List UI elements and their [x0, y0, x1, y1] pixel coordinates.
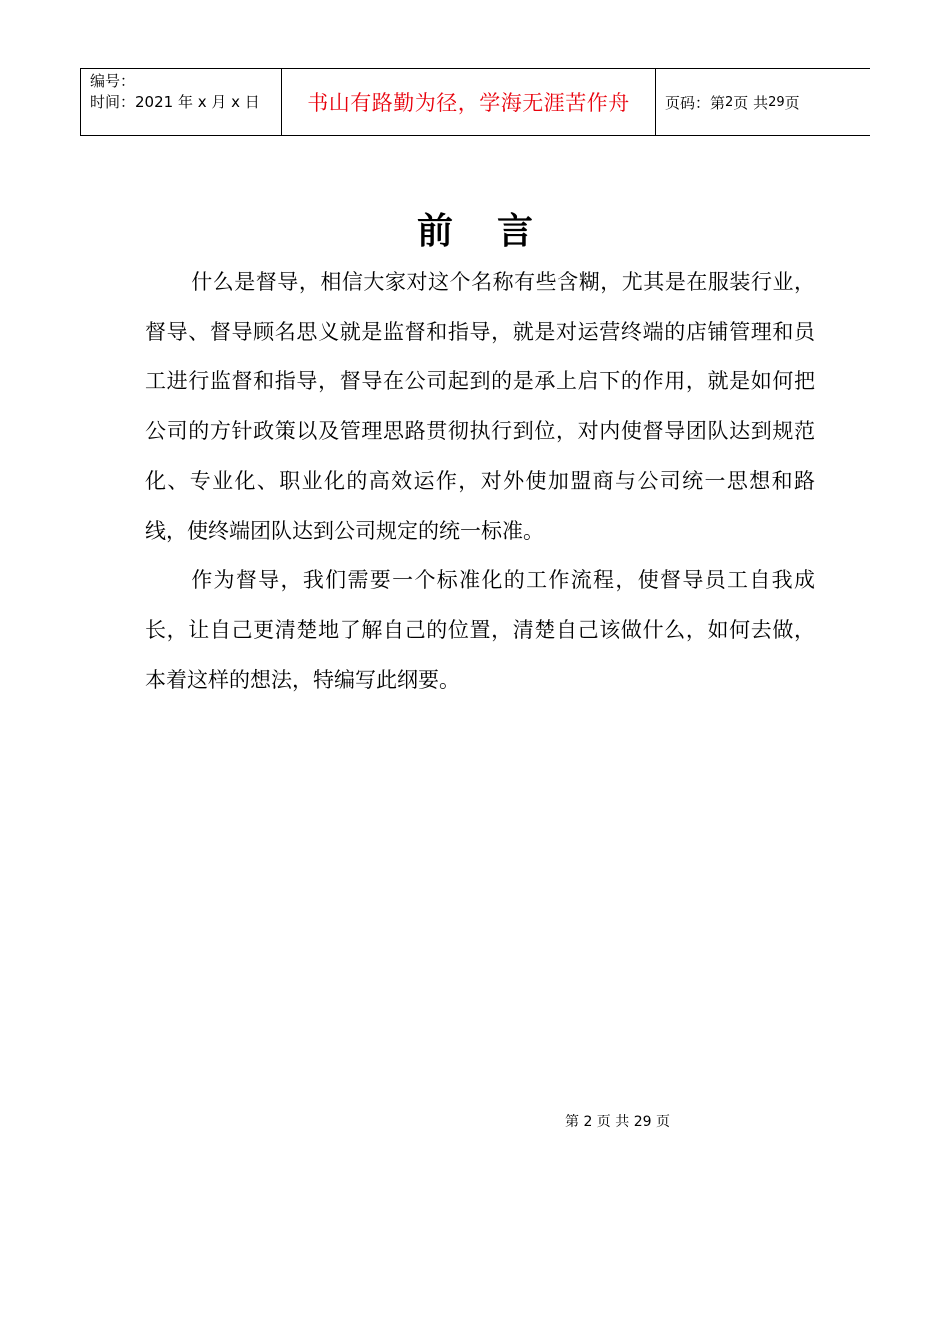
header-page-number: [656, 69, 870, 135]
document-header-table: [80, 68, 870, 136]
page-total: 29: [768, 94, 785, 110]
header-meta-cell: [81, 69, 282, 135]
document-time-label: 时间：2021 年 x 月 x 日: [90, 93, 260, 111]
body-paragraph: 什么是督导，相信大家对这个名称有些含糊，尤其是在服装行业，督导、督导顾名思义就是监督和指导，就是对运营终端的店铺管理和员工进行监督和指导，督导在公司起到的是承上启下的作用，就是如何把公司的方针政策以及管理思路贯彻执行到位，对内使督导团队达到规范化、专业化、职业化的高效运作，对外使加盟商与公司统一思想和路线，使终端团队达到公司规定的统一标准。: [145, 270, 815, 543]
page-prefix: 页码：第: [665, 93, 726, 112]
header-motto: 书山有路勤为径，学海无涯苦作舟: [282, 69, 656, 135]
page-footer: 第 2 页 共 29 页: [565, 1114, 670, 1130]
page-current: 2: [725, 94, 734, 110]
document-body: [145, 258, 815, 705]
page-title: 前言: [416, 211, 577, 252]
body-paragraph: 作为督导，我们需要一个标准化的工作流程，使督导员工自我成长，让自己更清楚地了解自己的位置，清楚自己该做什么，如何去做，本着这样的想法，特编写此纲要。: [145, 568, 815, 692]
page-suffix: 页: [784, 93, 800, 112]
page-middle: 页 共: [733, 93, 769, 112]
document-number-label: 编号：: [90, 72, 136, 90]
